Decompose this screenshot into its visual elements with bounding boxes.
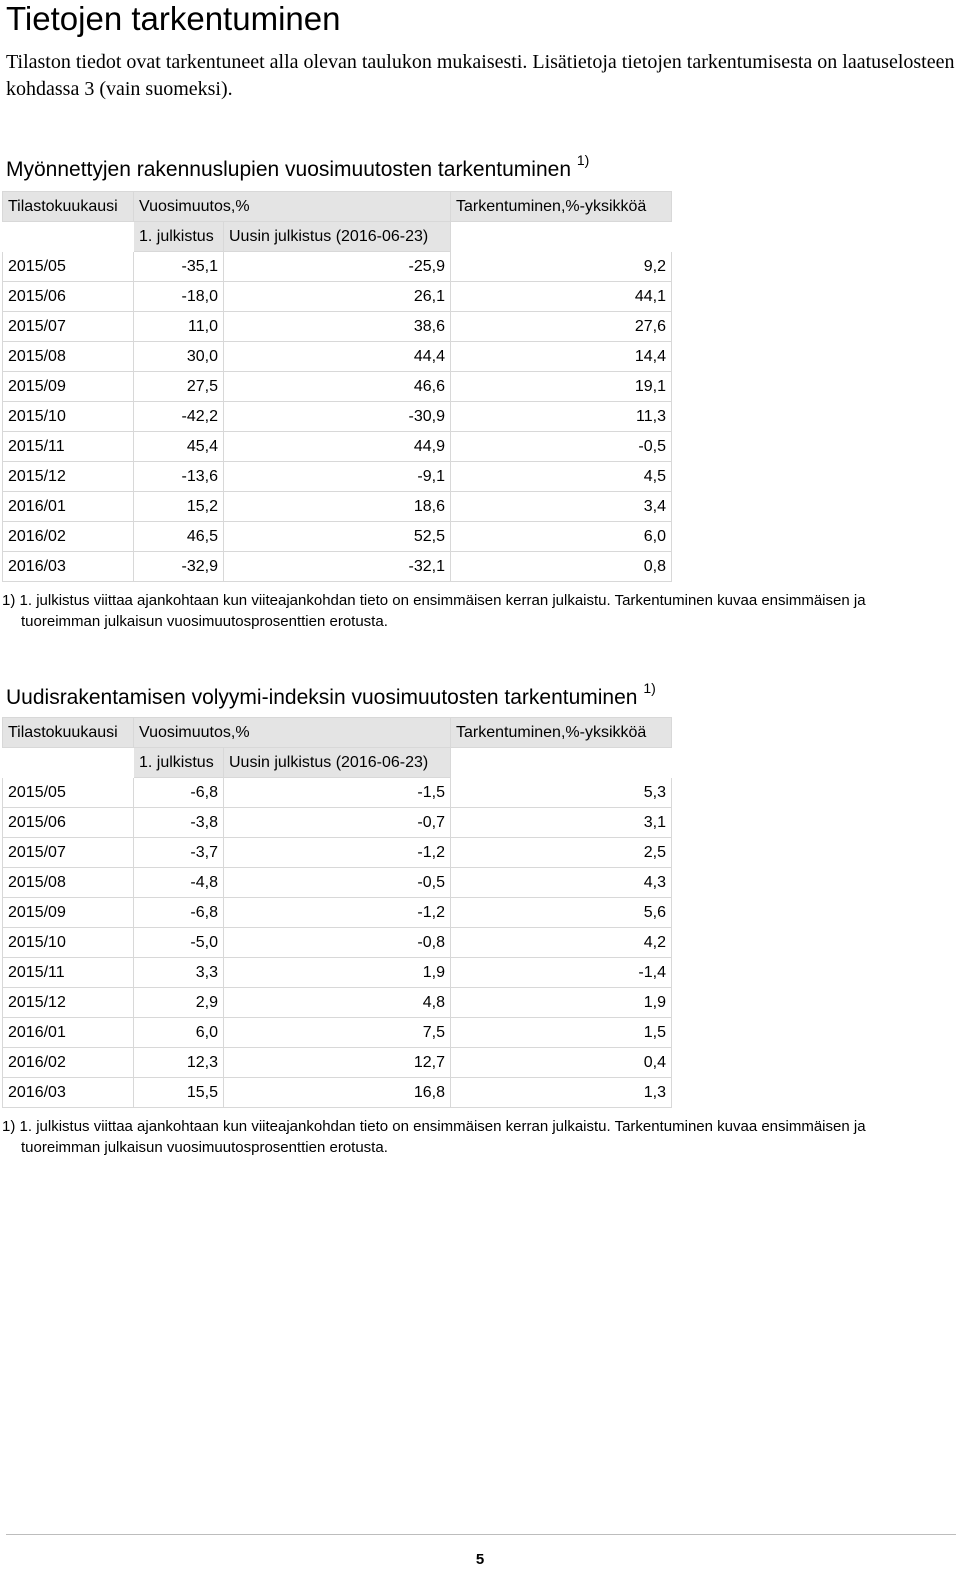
cell-month: 2015/06 [3,808,134,838]
cell-revision: 11,3 [451,402,672,432]
cell-latest-release: 1,9 [224,958,451,988]
table-row [3,342,672,372]
subheader-latest-release: Uusin julkistus (2016-06-23) [224,222,451,252]
footer-divider [6,1534,956,1535]
table-row [3,1078,672,1108]
footnote-mark: 1) [576,152,590,168]
header-annual-change: Vuosimuutos,% [134,192,451,222]
empty-cell [3,748,134,778]
footnote-text: 1. julkistus viittaa ajankohtaan kun viiteajankohdan tieto on ensimmäisen kerran julkaistu. Tarkentuminen kuvaa ensimmäisen ja [19,1118,866,1135]
cell-first-release: 3,3 [134,958,224,988]
cell-revision: 4,2 [451,928,672,958]
table-row [3,1048,672,1078]
cell-first-release: -32,9 [134,552,224,582]
table-row [3,808,672,838]
cell-month: 2015/05 [3,252,134,282]
cell-latest-release: -25,9 [224,252,451,282]
cell-first-release: 45,4 [134,432,224,462]
cell-latest-release: 38,6 [224,312,451,342]
revision-table [2,717,672,1108]
header-annual-change: Vuosimuutos,% [134,718,451,748]
cell-latest-release: 16,8 [224,1078,451,1108]
table-row [3,492,672,522]
table-row [3,1018,672,1048]
header-revision: Tarkentuminen,%-yksikköä [451,718,672,748]
cell-first-release: 11,0 [134,312,224,342]
cell-month: 2015/07 [3,312,134,342]
footnote [2,590,960,632]
cell-revision: 0,8 [451,552,672,582]
cell-month: 2015/10 [3,402,134,432]
subheader-first-release: 1. julkistus [134,748,224,778]
cell-revision: 3,4 [451,492,672,522]
table-row [3,312,672,342]
cell-month: 2016/01 [3,492,134,522]
cell-revision: 6,0 [451,522,672,552]
footnote-text-continued: tuoreimman julkaisun vuosimuutosprosenttien erotusta. [21,1139,388,1156]
table-subheader-row [3,748,672,778]
table-row [3,778,672,808]
cell-month: 2015/11 [3,958,134,988]
cell-latest-release: -1,2 [224,838,451,868]
table-row [3,372,672,402]
cell-month: 2015/08 [3,342,134,372]
section-title-text: Myönnettyjen rakennuslupien vuosimuutosten tarkentuminen [6,158,572,181]
cell-first-release: 15,2 [134,492,224,522]
cell-revision: 3,1 [451,808,672,838]
cell-latest-release: -1,5 [224,778,451,808]
cell-first-release: -3,7 [134,838,224,868]
cell-month: 2016/02 [3,1048,134,1078]
footnote-text-continued: tuoreimman julkaisun vuosimuutosprosenttien erotusta. [21,613,388,630]
cell-revision: 4,3 [451,868,672,898]
section-title-text: Uudisrakentamisen volyymi-indeksin vuosimuutosten tarkentuminen [6,686,638,709]
table-row [3,432,672,462]
cell-month: 2016/02 [3,522,134,552]
cell-latest-release: -1,2 [224,898,451,928]
cell-revision: 44,1 [451,282,672,312]
cell-revision: 5,3 [451,778,672,808]
cell-first-release: 6,0 [134,1018,224,1048]
page-number: 5 [475,1551,485,1568]
cell-latest-release: 44,4 [224,342,451,372]
cell-latest-release: -0,8 [224,928,451,958]
cell-latest-release: 44,9 [224,432,451,462]
table-row [3,928,672,958]
cell-revision: 1,9 [451,988,672,1018]
page-title: Tietojen tarkentuminen [6,0,341,37]
cell-latest-release: 18,6 [224,492,451,522]
cell-revision: 1,5 [451,1018,672,1048]
cell-first-release: 30,0 [134,342,224,372]
cell-month: 2015/09 [3,898,134,928]
cell-first-release: 12,3 [134,1048,224,1078]
table-header-row [3,718,672,748]
cell-latest-release: -30,9 [224,402,451,432]
table-subheader-row [3,222,672,252]
table-row [3,282,672,312]
cell-latest-release: -0,5 [224,868,451,898]
cell-latest-release: 26,1 [224,282,451,312]
footnote [2,1116,960,1158]
footnote-mark: 1) [643,680,656,696]
empty-cell [3,222,134,252]
cell-revision: 2,5 [451,838,672,868]
cell-latest-release: -32,1 [224,552,451,582]
cell-month: 2015/05 [3,778,134,808]
cell-month: 2015/07 [3,838,134,868]
cell-first-release: 15,5 [134,1078,224,1108]
cell-latest-release: -0,7 [224,808,451,838]
cell-first-release: -35,1 [134,252,224,282]
cell-month: 2015/08 [3,868,134,898]
table-row [3,522,672,552]
footnote-label: 1) [2,1118,16,1135]
cell-first-release: -6,8 [134,778,224,808]
empty-cell [451,748,672,778]
empty-cell [451,222,672,252]
cell-latest-release: -9,1 [224,462,451,492]
cell-month: 2016/01 [3,1018,134,1048]
table-row [3,868,672,898]
header-month: Tilastokuukausi [3,718,134,748]
cell-revision: 14,4 [451,342,672,372]
cell-revision: 27,6 [451,312,672,342]
cell-revision: 4,5 [451,462,672,492]
cell-month: 2015/06 [3,282,134,312]
table-row [3,402,672,432]
cell-first-release: -6,8 [134,898,224,928]
subheader-first-release: 1. julkistus [134,222,224,252]
cell-month: 2016/03 [3,1078,134,1108]
subheader-latest-release: Uusin julkistus (2016-06-23) [224,748,451,778]
cell-first-release: 27,5 [134,372,224,402]
cell-first-release: -42,2 [134,402,224,432]
cell-first-release: -18,0 [134,282,224,312]
table-header-row [3,192,672,222]
cell-latest-release: 12,7 [224,1048,451,1078]
header-month: Tilastokuukausi [3,192,134,222]
footnote-label: 1) [2,592,16,609]
revision-table [2,191,672,582]
cell-month: 2016/03 [3,552,134,582]
section-title [6,150,589,183]
cell-first-release: -13,6 [134,462,224,492]
cell-month: 2015/12 [3,462,134,492]
cell-latest-release: 46,6 [224,372,451,402]
cell-revision: -1,4 [451,958,672,988]
cell-month: 2015/11 [3,432,134,462]
cell-revision: 19,1 [451,372,672,402]
table-row [3,958,672,988]
cell-revision: 1,3 [451,1078,672,1108]
cell-first-release: -3,8 [134,808,224,838]
cell-month: 2015/09 [3,372,134,402]
cell-first-release: 2,9 [134,988,224,1018]
cell-month: 2015/10 [3,928,134,958]
header-revision: Tarkentuminen,%-yksikköä [451,192,672,222]
table-row [3,252,672,282]
table-row [3,462,672,492]
table-row [3,898,672,928]
cell-revision: 5,6 [451,898,672,928]
footnote-text: 1. julkistus viittaa ajankohtaan kun viiteajankohdan tieto on ensimmäisen kerran julkaistu. Tarkentuminen kuvaa ensimmäisen ja [19,592,866,609]
table-row [3,552,672,582]
cell-revision: -0,5 [451,432,672,462]
cell-first-release: -4,8 [134,868,224,898]
table-row [3,838,672,868]
cell-revision: 0,4 [451,1048,672,1078]
intro-text: Tilaston tiedot ovat tarkentuneet alla olevan taulukon mukaisesti. Lisätietoja tietojen tarkentumisesta on laatuselosteen kohdassa 3 (vain suomeksi). [6,51,955,100]
section-title [6,678,656,711]
cell-first-release: -5,0 [134,928,224,958]
table-row [3,988,672,1018]
cell-first-release: 46,5 [134,522,224,552]
cell-month: 2015/12 [3,988,134,1018]
cell-revision: 9,2 [451,252,672,282]
cell-latest-release: 4,8 [224,988,451,1018]
cell-latest-release: 52,5 [224,522,451,552]
cell-latest-release: 7,5 [224,1018,451,1048]
